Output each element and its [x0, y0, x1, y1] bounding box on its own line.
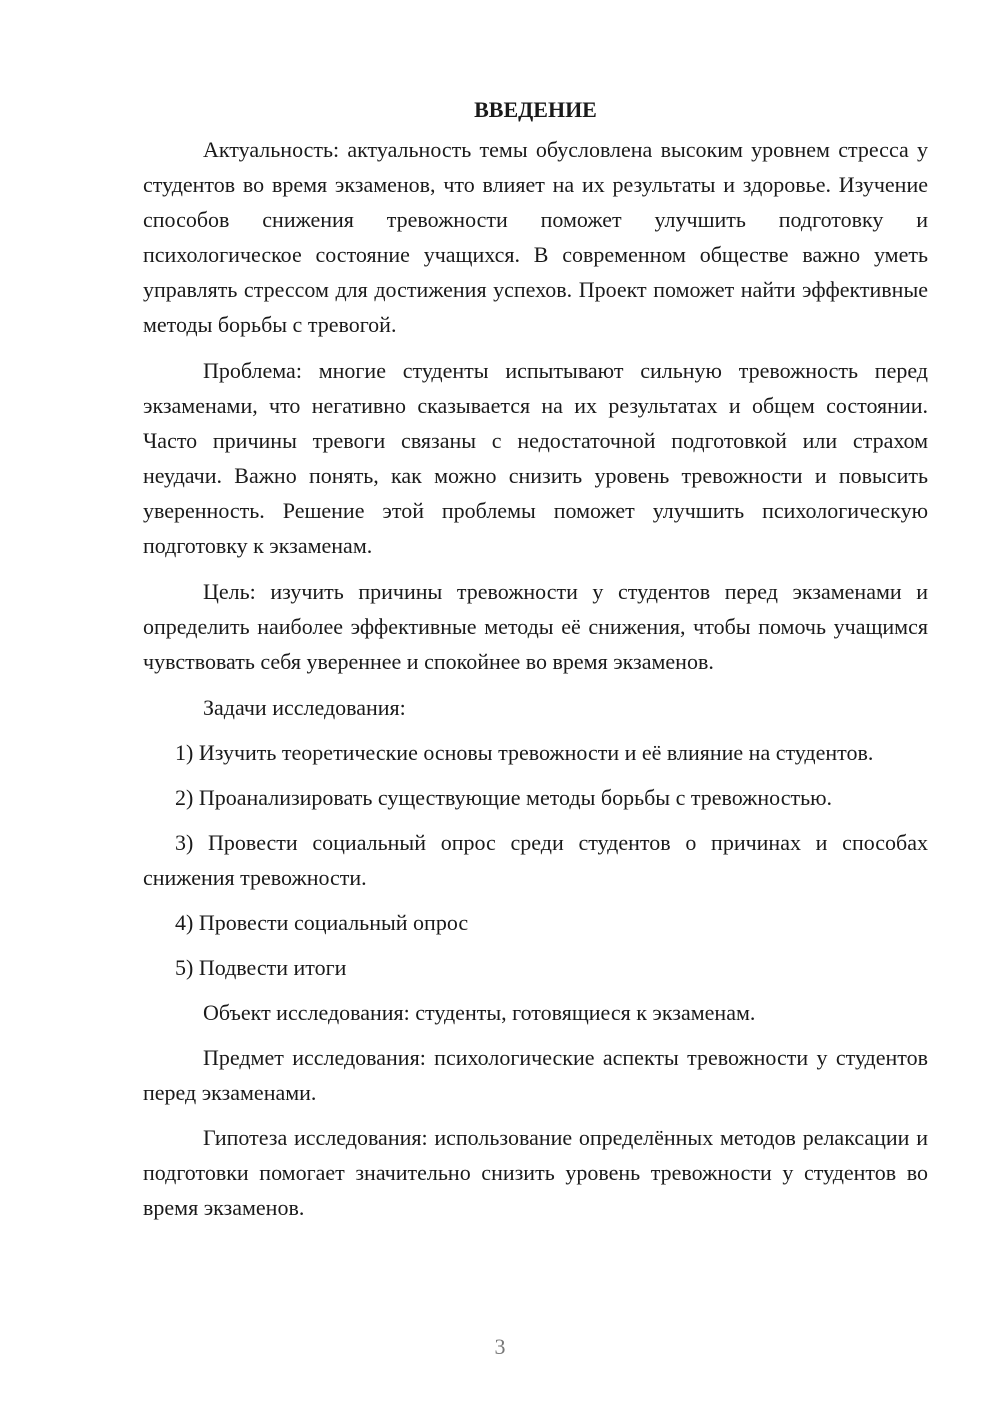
task-item-3: 3) Провести социальный опрос среди студентов о причинах и способах снижения тревожности.	[143, 830, 928, 890]
relevance-paragraph: Актуальность: актуальность темы обусловлена высоким уровнем стресса у студентов во время экзаменов, что влияет на их результаты и здоровье. Изучение способов снижения тревожности поможет улучшить подготовку и психологическое состояние учащихся. В современном обществе важно уметь управлять стрессом для достижения успехов. Проект поможет найти эффективные методы борьбы с тревогой.	[143, 137, 928, 337]
hypothesis-paragraph: Гипотеза исследования: использование определённых методов релаксации и подготовки помогает значительно снизить уровень тревожности у студентов во время экзаменов.	[143, 1125, 928, 1220]
object-paragraph: Объект исследования: студенты, готовящиеся к экзаменам.	[203, 1000, 756, 1025]
task-item-5: 5) Подвести итоги	[175, 955, 347, 980]
document-page	[143, 92, 928, 1225]
section-title: ВВЕДЕНИЕ	[474, 97, 597, 122]
subject-paragraph: Предмет исследования: психологические аспекты тревожности у студентов перед экзаменами.	[143, 1045, 928, 1105]
page-number: 3	[494, 1334, 506, 1359]
task-item-1: 1) Изучить теоретические основы тревожности и её влияние на студентов.	[175, 740, 874, 765]
goal-paragraph: Цель: изучить причины тревожности у студентов перед экзаменами и определить наиболее эффективные методы её снижения, чтобы помочь учащимся чувствовать себя увереннее и спокойнее во время экзаменов.	[143, 579, 928, 674]
tasks-heading: Задачи исследования:	[203, 695, 406, 720]
problem-paragraph: Проблема: многие студенты испытывают сильную тревожность перед экзаменами, что негативно сказывается на их результатах и общем состоянии. Часто причины тревоги связаны с недостаточной подготовкой или страхом неудачи. Важно понять, как можно снизить уровень тревожности и повысить уверенность. Решение этой проблемы поможет улучшить психологическую подготовку к экзаменам.	[143, 358, 928, 558]
task-item-4: 4) Провести социальный опрос	[175, 910, 469, 935]
task-item-2: 2) Проанализировать существующие методы борьбы с тревожностью.	[175, 785, 833, 810]
